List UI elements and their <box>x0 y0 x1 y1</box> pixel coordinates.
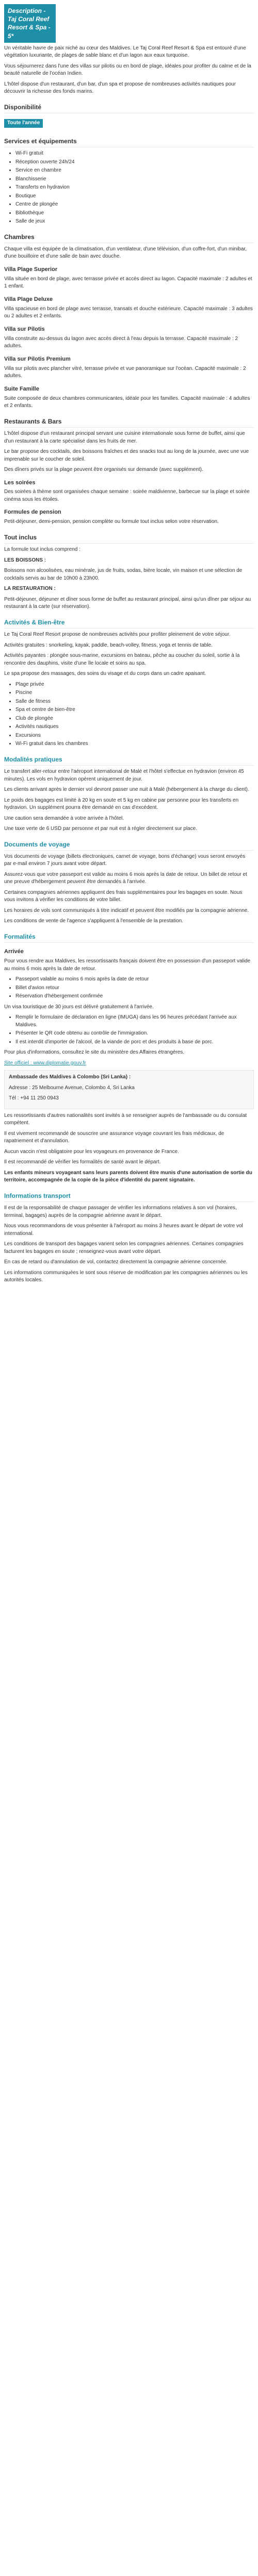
practical-paragraph: Le transfert aller-retour entre l'aéroport international de Malé et l'hôtel s'effectue en hydravion (environ 45 minutes). Les vols en hydravion opèrent uniquement de jour. <box>4 769 244 782</box>
list-item: • Il est interdit d'importer de l'alcool, de la viande de porc et des produits à base de porc. <box>15 1039 254 1046</box>
section-title-tout-inclus: Tout inclus <box>4 533 254 544</box>
main-content <box>0 45 258 1293</box>
embassy-contact-box <box>4 1070 254 1109</box>
section-title-services: Services et équipements <box>4 137 254 147</box>
list-item: • Wi-Fi gratuit <box>15 150 254 158</box>
intro-paragraph: L'hôtel dispose d'un restaurant, d'un bar, d'un spa et propose de nombreuses activités nautiques pour découvrir la richesse des fonds marins. <box>4 81 236 95</box>
subsection-title-arrivee: Arrivée <box>4 948 24 955</box>
all-inclusive-paragraph: Petit-déjeuner, déjeuner et dîner sous forme de buffet au restaurant principal, ainsi qu'un dîner par séjour au restaurant à la carte (sur réservation). <box>4 596 251 610</box>
activities-paragraph: Activités payantes : plongée sous-marine, excursions en bateau, pêche au coucher du soleil, sortie à la rencontre des dauphins, visite d'une île locale et soins au spa. <box>4 653 240 666</box>
all-inclusive-subtitle: LA RESTAURATION : <box>4 586 56 592</box>
subsection-title-pension: Formules de pension <box>4 509 61 516</box>
embassy-name: Ambassade des Maldives à Colombo (Sri Lanka) : <box>9 1074 131 1080</box>
formalities-paragraph: Pour plus d'informations, consultez le site du ministère des Affaires étrangères. <box>4 1049 185 1056</box>
activities-list <box>4 681 254 748</box>
list-item: • Wi-Fi gratuit dans les chambres <box>15 740 254 748</box>
list-item: • Piscine <box>15 689 254 697</box>
formalities-list <box>4 1014 254 1046</box>
practical-paragraph: Une taxe verte de 6 USD par personne et par nuit est à régler directement sur place. <box>4 826 198 832</box>
practical-paragraph: Les clients arrivant après le dernier vol devront passer une nuit à Malé (hébergement à la charge du client). <box>4 787 249 793</box>
formalities-paragraph: Il est vivement recommandé de souscrire une assurance voyage couvrant les frais médicaux, de rapatriement et d'annulation. <box>4 1130 224 1144</box>
documents-paragraph: Assurez-vous que votre passeport est valide au moins 6 mois après la date de retour. Un billet de retour et une preuve d'hébergement peuvent être demandés à l'arrivée. <box>4 871 247 885</box>
section-title-restaurants: Restaurants & Bars <box>4 417 254 428</box>
section-title-activites: Activités & Bien-être <box>4 618 254 629</box>
list-item: • Boutique <box>15 193 254 200</box>
list-item: • Activités nautiques <box>15 723 254 731</box>
rooms-intro: Chaque villa est équipée de la climatisation, d'un ventilateur, d'une télévision, d'un coffre-fort, d'un minibar, d'une bouilloire et d'une salle de bain avec douche. <box>4 246 247 260</box>
formalities-paragraph: Un visa touristique de 30 jours est délivré gratuitement à l'arrivée. <box>4 1004 154 1010</box>
list-item: • Bibliothèque <box>15 210 254 217</box>
page <box>0 4 258 1293</box>
room-type-name: Villa sur Pilotis Premium <box>4 355 71 362</box>
formalities-paragraph: Aucun vaccin n'est obligatoire pour les voyageurs en provenance de France. <box>4 1148 179 1155</box>
transport-paragraph: Les informations communiquées le sont sous réserve de modification par les compagnies aériennes ou les autorités locales. <box>4 1269 248 1283</box>
restaurants-paragraph: Des soirées à thème sont organisées chaque semaine : soirée maldivienne, barbecue sur la plage et soirée cinéma sous les étoiles. <box>4 489 250 502</box>
room-type-name: Villa Plage Deluxe <box>4 296 53 302</box>
list-item: • Billet d'avion retour <box>15 985 254 992</box>
formalities-paragraph: Les ressortissants d'autres nationalités sont invités à se renseigner auprès de l'ambassade ou du consulat compétent. <box>4 1112 247 1126</box>
restaurants-paragraph: L'hôtel dispose d'un restaurant principal servant une cuisine internationale sous forme de buffet, ainsi que d'un restaurant à la carte spécialisé dans les fruits de mer. <box>4 431 245 444</box>
list-item: • Réception ouverte 24h/24 <box>15 159 254 166</box>
list-item: • Plage privée <box>15 681 254 689</box>
embassy-phone: Tél : +94 11 250 0943 <box>9 1095 59 1101</box>
title-banner <box>4 4 56 43</box>
room-type-description: Villa spacieuse en bord de plage avec terrasse, transats et douche extérieure. Capacité maximale : 3 adultes ou 2 adultes et 2 enfants. <box>4 306 253 319</box>
list-item: • Présenter le QR code obtenu au contrôle de l'immigration. <box>15 1030 254 1038</box>
list-item: • Passeport valable au moins 6 mois après la date de retour <box>15 976 254 984</box>
room-type-name: Suite Famille <box>4 385 39 392</box>
all-inclusive-subtitle: LES BOISSONS : <box>4 557 46 563</box>
intro-paragraph: Un véritable havre de paix niché au cœur des Maldives. Le Taj Coral Reef Resort & Spa est entouré d'une végétation luxuriante, de plages de sable blanc et d'un lagon aux eaux turquoise. <box>4 45 246 59</box>
transport-paragraph: Nous vous recommandons de vous présenter à l'aéroport au moins 3 heures avant le départ de votre vol international. <box>4 1223 243 1236</box>
room-type-description: Villa construite au-dessus du lagon avec accès direct à l'eau depuis la terrasse. Capacité maximale : 2 adultes. <box>4 335 238 349</box>
list-item: • Spa et centre de bien-être <box>15 706 254 714</box>
room-type-description: Villa située en bord de plage, avec terrasse privée et accès direct au lagon. Capacité maximale : 2 adultes et 1 enfant. <box>4 276 252 290</box>
restaurants-paragraph: Des dîners privés sur la plage peuvent être organisés sur demande (avec supplément). <box>4 467 203 472</box>
transport-paragraph: En cas de retard ou d'annulation de vol, contactez directement la compagnie aérienne concernée. <box>4 1259 228 1265</box>
list-item: • Réservation d'hébergement confirmée <box>15 993 254 1001</box>
restaurants-paragraph: Le bar propose des cocktails, des boissons fraîches et des snacks tout au long de la journée, avec une vue imprenable sur le coucher de soleil. <box>4 449 249 462</box>
all-inclusive-paragraph: La formule tout inclus comprend : <box>4 547 80 553</box>
section-title-documents: Documents de voyage <box>4 840 254 851</box>
room-type-description: Villa sur pilotis avec plancher vitré, terrasse privée et vue panoramique sur l'océan. Capacité maximale : 2 adultes. <box>4 365 246 379</box>
transport-paragraph: Les conditions de transport des bagages varient selon les compagnies aériennes. Certaines compagnies facturent les bagages en soute ; renseignez-vous avant votre départ. <box>4 1241 244 1255</box>
intro-paragraph: Vous séjournerez dans l'une des villas sur pilotis ou en bord de plage, idéales pour profiter du calme et de la beauté naturelle de l'océan Indien. <box>4 63 251 77</box>
activities-paragraph: Le Taj Coral Reef Resort propose de nombreuses activités pour profiter pleinement de votre séjour. <box>4 632 231 638</box>
documents-paragraph: Certaines compagnies aériennes appliquent des frais supplémentaires pour les bagages en soute. Nous vous invitons à vérifier les conditions de votre billet. <box>4 889 243 903</box>
documents-paragraph: Vos documents de voyage (billets électroniques, carnet de voyage, bons d'échange) vous seront envoyés par e-mail environ 7 jours avant votre départ. <box>4 853 246 867</box>
list-item: • Blanchisserie <box>15 176 254 183</box>
list-item: • Transferts en hydravion <box>15 184 254 192</box>
all-inclusive-paragraph: Boissons non alcoolisées, eau minérale, jus de fruits, sodas, bière locale, vin maison et une sélection de cocktails servis au bar de 10h00 à 23h00. <box>4 568 243 581</box>
minors-warning: Les enfants mineurs voyageant sans leurs parents doivent être munis d'une autorisation de sortie du territoire, accompagnée de la copie de la pièce d'identité du parent signataire. <box>4 1170 252 1183</box>
section-title-transport: Informations transport <box>4 1192 254 1202</box>
services-list <box>4 150 254 226</box>
room-type-description: Suite composée de deux chambres communicantes, idéale pour les familles. Capacité maximale : 4 adultes et 2 enfants. <box>4 395 250 409</box>
section-title-chambres: Chambres <box>4 233 254 243</box>
section-title-disponibilite: Disponibilité <box>4 103 254 113</box>
list-item: • Service en chambre <box>15 167 254 175</box>
subsection-title-soirees: Les soirées <box>4 479 36 486</box>
formalities-paragraph: Il est recommandé de vérifier les formalités de santé avant le départ. <box>4 1159 161 1165</box>
formalities-list <box>4 976 254 1001</box>
list-item: • Centre de plongée <box>15 201 254 209</box>
section-title-formalites: Formalités <box>4 933 254 943</box>
list-item: • Remplir le formulaire de déclaration en ligne (IMUGA) dans les 96 heures précédant l'arrivée aux Maldives. <box>15 1014 254 1029</box>
practical-paragraph: Une caution sera demandée à votre arrivée à l'hôtel. <box>4 815 124 821</box>
activities-paragraph: Activités gratuites : snorkeling, kayak, paddle, beach-volley, fitness, yoga et tennis de table. <box>4 642 213 648</box>
transport-paragraph: Il est de la responsabilité de chaque passager de vérifier les informations relatives à son vol (horaires, terminal, bagages) auprès de la compagnie aérienne avant le départ. <box>4 1205 237 1218</box>
section-title-modalites: Modalités pratiques <box>4 755 254 766</box>
availability-badge: Toute l'année <box>4 119 43 128</box>
embassy-address: Adresse : 25 Melbourne Avenue, Colombo 4, Sri Lanka <box>9 1084 135 1091</box>
room-type-name: Villa Plage Superior <box>4 266 58 273</box>
restaurants-paragraph: Petit-déjeuner, demi-pension, pension complète ou formule tout inclus selon votre réservation. <box>4 519 219 525</box>
activities-paragraph: Le spa propose des massages, des soins du visage et du corps dans un cadre apaisant. <box>4 671 206 677</box>
documents-paragraph: Les horaires de vols sont communiqués à titre indicatif et peuvent être modifiés par la compagnie aérienne. <box>4 907 249 913</box>
documents-paragraph: Les conditions de vente de l'agence s'appliquent à l'ensemble de la prestation. <box>4 918 184 924</box>
practical-paragraph: Le poids des bagages est limité à 20 kg en soute et 5 kg en cabine par personne pour les transferts en hydravion. Un supplément pourra être demandé en cas d'excédent. <box>4 797 239 811</box>
list-item: • Club de plongée <box>15 715 254 723</box>
list-item: • Excursions <box>15 732 254 740</box>
formalities-paragraph: Pour vous rendre aux Maldives, les ressortissants français doivent être en possession d'un passeport valide au moins 6 mois après la date de retour. <box>4 958 251 972</box>
page-title: Description - Taj Coral Reef Resort & Spa - 5* <box>8 7 51 40</box>
list-item: • Salle de fitness <box>15 698 254 706</box>
list-item: • Salle de jeux <box>15 218 254 226</box>
official-site-link[interactable]: Site officiel : www.diplomatie.gouv.fr <box>4 1060 86 1066</box>
room-type-name: Villa sur Pilotis <box>4 326 45 332</box>
